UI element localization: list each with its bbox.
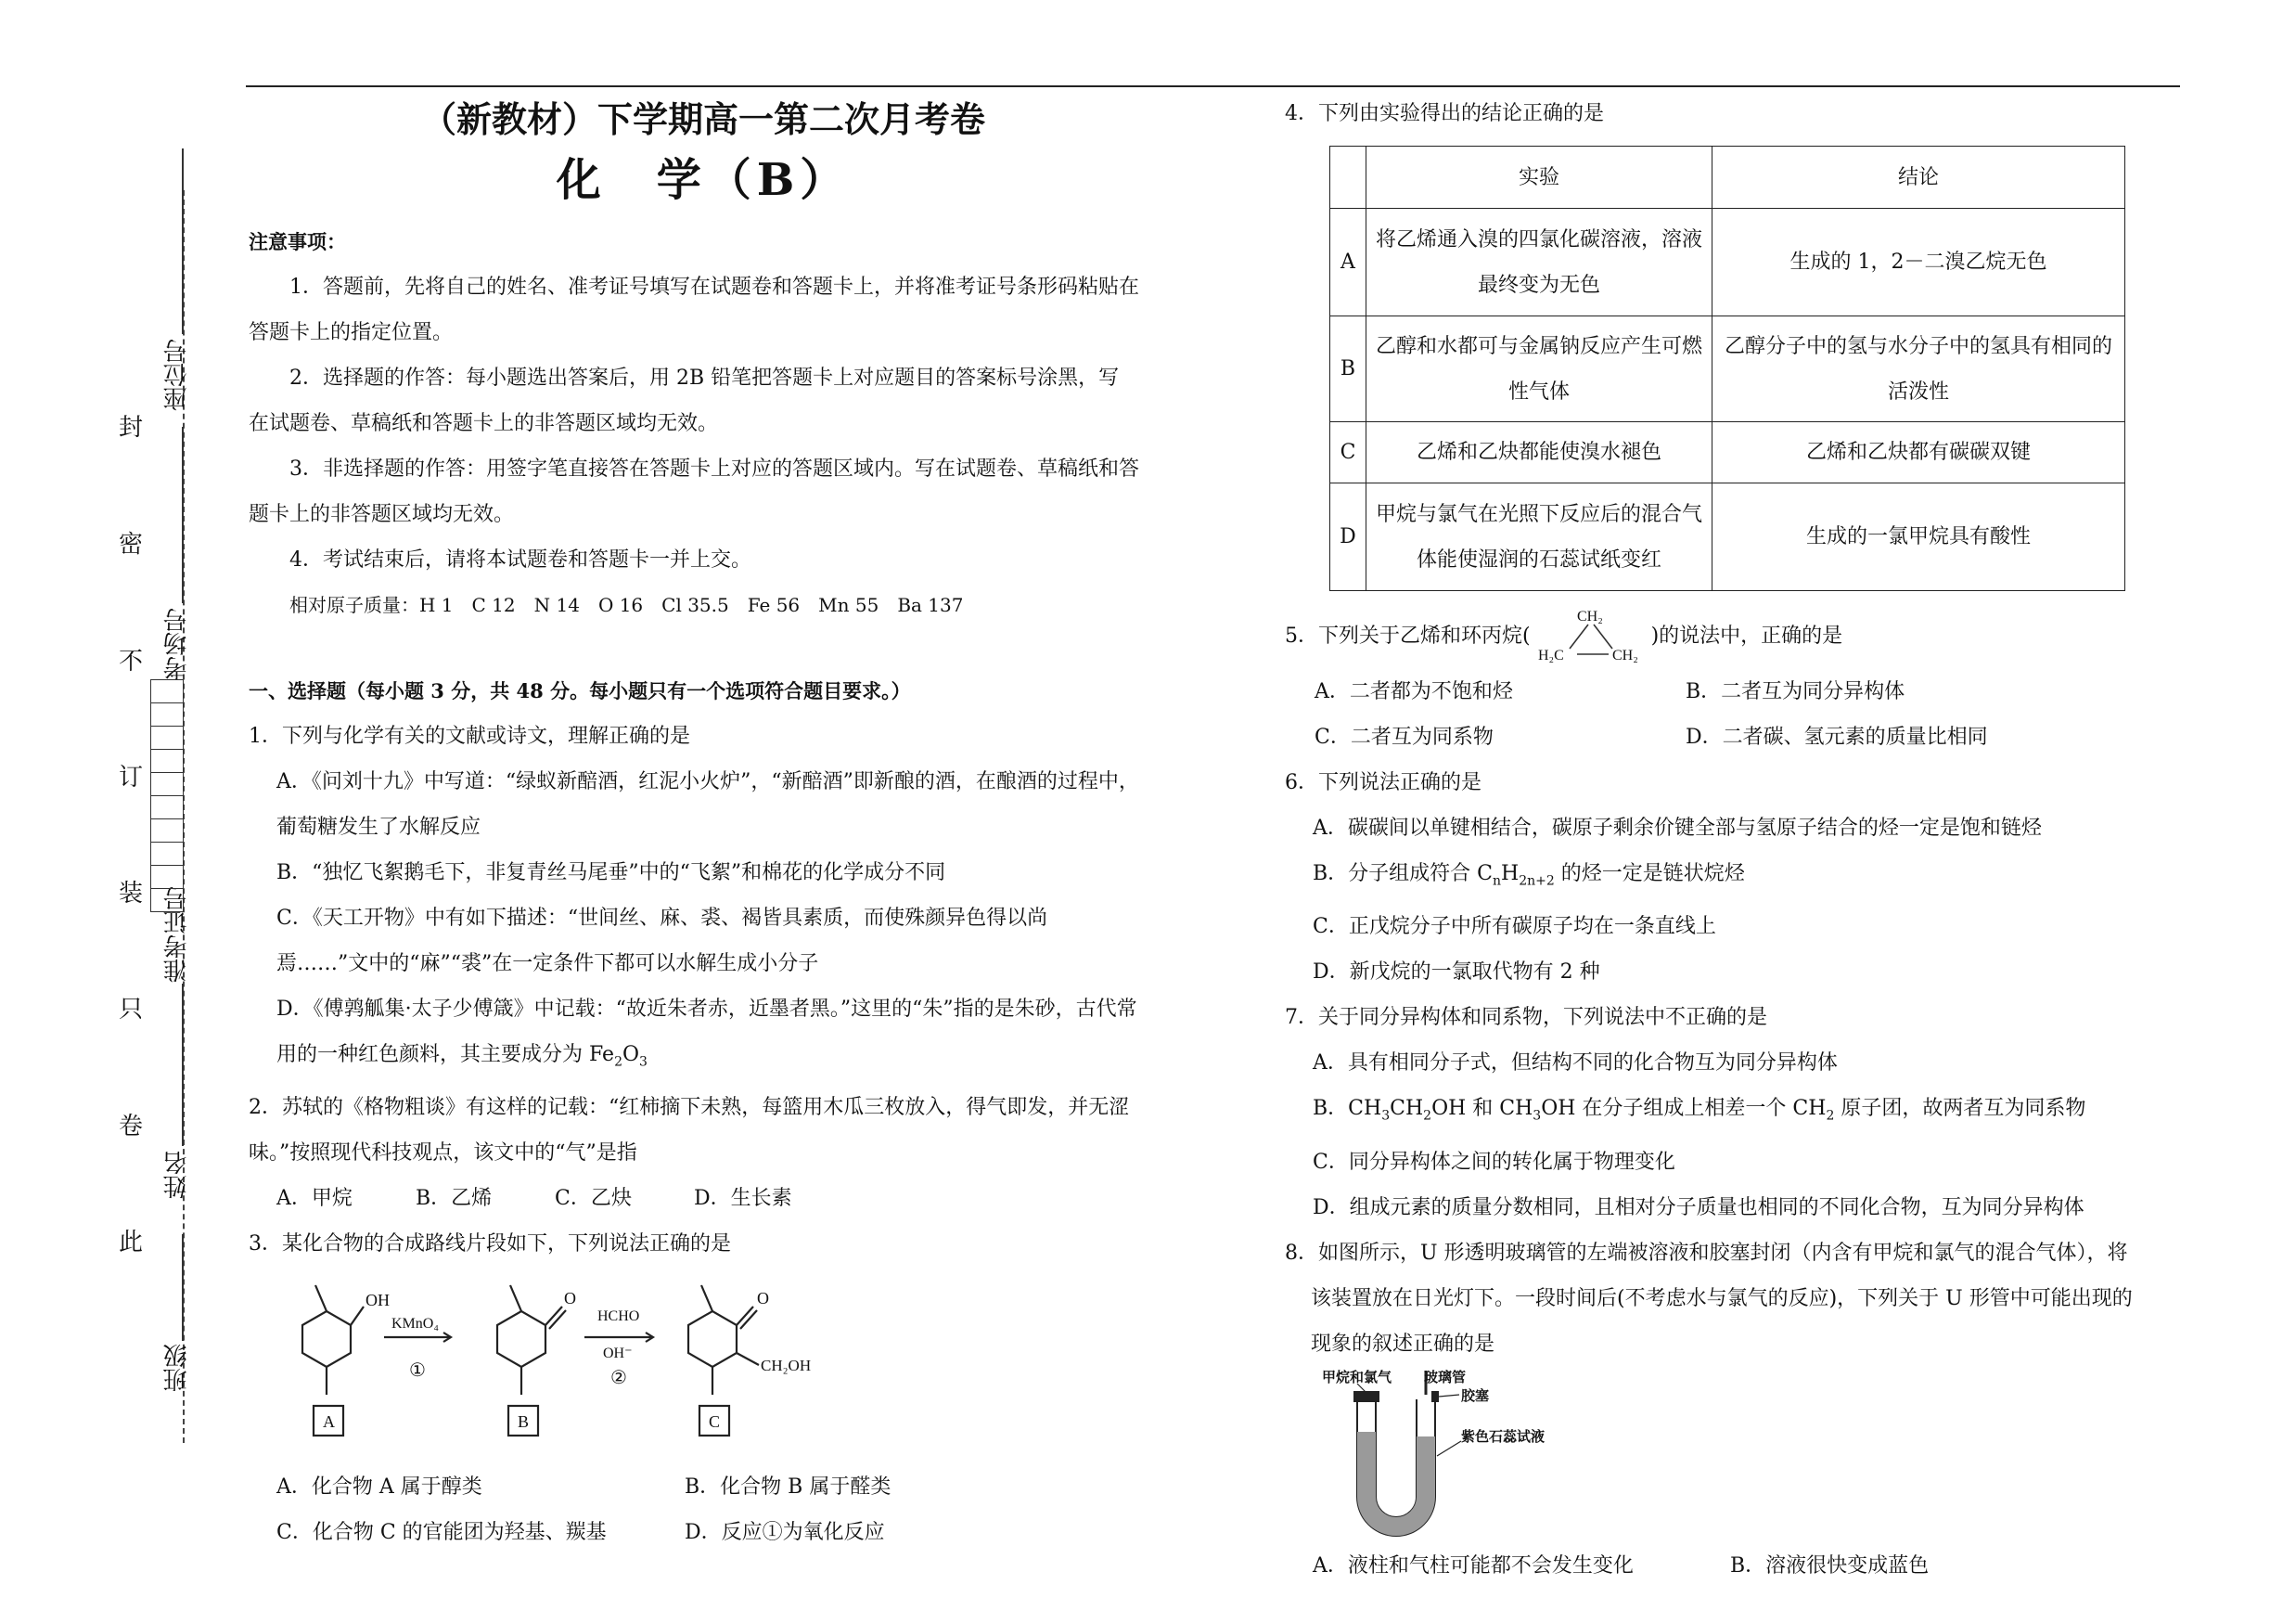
q6-stem: 6．下列说法正确的是 xyxy=(1285,771,1481,794)
reagent-kmno4: KMnO₄ xyxy=(391,1316,439,1333)
ticket-number-boxes[interactable] xyxy=(150,679,184,912)
row-conclusion: 生成的一氯甲烷具有酸性 xyxy=(1712,483,2125,591)
row-experiment: 甲烷与氯气在光照下反应后的混合气体能使湿润的石蕊试纸变红 xyxy=(1366,483,1712,591)
q6-option-b: B．分子组成符合 $C_nH_{2n+2}$ 的烃一定是链状烷烃 xyxy=(1313,862,1745,889)
seal-char: 只 xyxy=(119,996,144,1024)
q3-reaction-scheme xyxy=(275,1274,1139,1464)
q8-stem: 8．如图所示，U 形透明玻璃管的左端被溶液和胶塞封闭（内含有甲烷和氯气的混合气体），将该装置放在日光灯下。一段时间后(不考虑水与氯气的反应)，下列关于 U 形管中可能出现的现象的叙述正确的是 xyxy=(1285,1241,2133,1356)
ring-c xyxy=(688,1311,737,1367)
ticket-label: 准考证号 xyxy=(163,886,191,983)
seal-char: 不 xyxy=(119,648,144,676)
reagent-oh: OH⁻ xyxy=(603,1346,633,1362)
reagent-hcho: HCHO xyxy=(597,1308,640,1325)
q2-option: D．生长素 xyxy=(694,1187,792,1211)
q4-stem: 4．下列由实验得出的结论正确的是 xyxy=(1285,102,1604,125)
table-row xyxy=(1330,422,2125,483)
q7-option-c: C．同分异构体之间的转化属于物理变化 xyxy=(1313,1150,1675,1174)
row-experiment: 乙烯和乙炔都能使溴水褪色 xyxy=(1366,422,1712,483)
q2-option: A．甲烷 xyxy=(276,1187,353,1211)
q8-option: A．液柱和气柱可能都不会发生变化 xyxy=(1313,1553,1634,1578)
row-key: B xyxy=(1330,316,1366,422)
q7-stem: 7．关于同分异构体和同系物，下列说法中不正确的是 xyxy=(1285,1006,1767,1030)
row-key: C xyxy=(1330,422,1366,483)
seal-char: 封 xyxy=(119,414,144,442)
exam-title: （新教材）下学期高一第二次月考卷 xyxy=(420,98,985,140)
seal-char: 订 xyxy=(119,764,144,792)
compound-a-label: A xyxy=(323,1412,335,1432)
fig-gas-label: 甲烷和氯气 xyxy=(1322,1369,1392,1385)
binding-strip xyxy=(0,0,241,1623)
table-header-cell xyxy=(1330,147,1366,209)
q2-option: B．乙烯 xyxy=(416,1187,493,1211)
q6-option-c: C．正戊烷分子中所有碳原子均在一条直线上 xyxy=(1313,915,1716,939)
q2-option: C．乙炔 xyxy=(555,1187,632,1211)
row-key: A xyxy=(1330,209,1366,316)
q8-option: B．溶液很快变成蓝色 xyxy=(1730,1553,1930,1578)
row-conclusion: 乙烯和乙炔都有碳碳双键 xyxy=(1712,422,2125,483)
ring-b xyxy=(497,1311,545,1367)
notes-heading: 注意事项： xyxy=(249,230,346,253)
table-row xyxy=(1330,316,2125,422)
q5-option: A．二者都为不饱和烃 xyxy=(1315,680,1513,703)
q1-stem: 1．下列与化学有关的文献或诗文，理解正确的是 xyxy=(249,725,690,748)
struct-right: CH₂ xyxy=(1611,648,1638,663)
q3-option: B．化合物 B 属于醛类 xyxy=(685,1475,891,1500)
row-experiment: 将乙烯通入溴的四氯化碳溶液，溶液最终变为无色 xyxy=(1366,209,1712,316)
q4-table xyxy=(1329,146,2125,591)
q1-option-b: B．“独忆飞絮鹅毛下，非复青丝马尾垂”中的“飞絮”和棉花的化学成分不同 xyxy=(276,861,946,884)
row-key: D xyxy=(1330,483,1366,591)
seat-label: 座位号 xyxy=(163,339,191,411)
left-column xyxy=(249,93,1139,1555)
note-item: 1．答题前，先将自己的姓名、准考证号填写在试题卷和答题卡上，并将准考证号条形码粘贴在答题卡上的指定位置。 xyxy=(249,276,1140,344)
q5-options-row2 xyxy=(1285,715,2138,760)
table-row xyxy=(1330,209,2125,316)
q7-option-d: D．组成元素的质量分数相同，且相对分子质量也相同的不同化合物，互为同分异构体 xyxy=(1313,1195,2084,1219)
name-input-line[interactable] xyxy=(182,984,184,1146)
fig-solution-label: 紫色石蕊试液 xyxy=(1461,1428,1546,1445)
step-2: ② xyxy=(610,1368,627,1389)
q6-option-d: D．新戊烷的一氯取代物有 2 种 xyxy=(1313,960,1600,985)
q2-options xyxy=(249,1176,1139,1221)
note-item: 4．考试结束后，请将本试题卷和答题卡一并上交。 xyxy=(289,548,751,572)
seat-input-line[interactable] xyxy=(182,148,184,334)
row-experiment: 乙醇和水都可与金属钠反应产生可燃性气体 xyxy=(1366,316,1712,422)
row-conclusion: 乙醇分子中的氢与水分子中的氢具有相同的活泼性 xyxy=(1712,316,2125,422)
exam-room-input-line[interactable] xyxy=(182,427,184,603)
note-item: 3．非选择题的作答：用签字笔直接答在答题卡上对应的答题区域内。写在试题卷、草稿纸和答题卡上的非答题区域均无效。 xyxy=(249,457,1140,526)
subject-title: 化 学（B） xyxy=(556,154,851,206)
struct-left: H₂C xyxy=(1537,648,1564,663)
compound-c-label: C xyxy=(709,1412,721,1432)
right-column xyxy=(1285,91,2138,1589)
q3-options-row2 xyxy=(249,1510,1139,1555)
carbonyl-o-c: O xyxy=(757,1289,769,1308)
table-header-cell: 结论 xyxy=(1712,147,2125,209)
section-heading: 一、选择题（每小题 3 分，共 48 分。每小题只有一个选项符合题目要求。） xyxy=(249,679,911,702)
q3-options-row1 xyxy=(249,1464,1139,1510)
table-header-cell: 实验 xyxy=(1366,147,1712,209)
reaction-scheme-svg xyxy=(275,1274,868,1464)
atomic-masses: 相对原子质量：H 1 C 12 N 14 O 16 Cl 35.5 Fe 56 Mn 55 Ba 137 xyxy=(289,594,964,616)
q5-stem: 5．下列关于乙烯和环丙烷( CH₂ H₂C CH₂ )的说法中，正确的是 xyxy=(1285,604,2138,669)
class-input-line[interactable] xyxy=(182,1234,184,1341)
ring-a xyxy=(302,1311,351,1367)
q5-options-row1 xyxy=(1285,669,2138,715)
ch2oh-label: CH₂OH xyxy=(761,1357,812,1375)
exam-room-label: 考场号 xyxy=(163,608,191,680)
seal-char: 卷 xyxy=(119,1113,144,1140)
q1-option-c: C．《天工开物》中有如下描述：“世间丝、麻、裘、褐皆具素质，而使殊颜异色得以尚焉……”文中的“麻”“裘”在一定条件下都可以水解生成小分子 xyxy=(276,907,1048,975)
fig-tube-label: 玻璃管 xyxy=(1424,1369,1467,1385)
q7-option-a: A．具有相同分子式，但结构不同的化合物互为同分异构体 xyxy=(1313,1051,1838,1076)
q5-option: D．二者碳、氢元素的质量比相同 xyxy=(1686,726,1988,749)
table-row xyxy=(1330,483,2125,591)
header-rule xyxy=(246,85,2180,87)
row-conclusion: 生成的 1，2－二溴乙烷无色 xyxy=(1712,209,2125,316)
seal-char: 密 xyxy=(119,531,144,559)
q2-stem: 2．苏轼的《格物粗谈》有这样的记载：“红柿摘下未熟，每篮用木瓜三枚放入，得气即发，并无涩味。”按照现代科技观点，该文中的“气”是指 xyxy=(249,1096,1130,1166)
name-label: 姓名 xyxy=(163,1151,191,1199)
q5-option: B．二者互为同分异构体 xyxy=(1686,680,1905,703)
step-1: ① xyxy=(409,1360,426,1382)
q7-option-b: B．$CH_3CH_2OH$ 和 $CH_3OH$ 在分子组成上相差一个 $CH_2$ 原子团，故两者互为同系物 xyxy=(1313,1097,2086,1124)
u-tube-figure xyxy=(1322,1367,2138,1543)
q5-option: C．二者互为同系物 xyxy=(1315,726,1494,749)
q3-option: A．化合物 A 属于醇类 xyxy=(276,1475,482,1500)
carbonyl-o-b: O xyxy=(564,1289,576,1308)
q8-options-row1 xyxy=(1285,1543,2138,1589)
q6-option-a: A．碳碳间以单键相结合，碳原子剩余价键全部与氢原子结合的烃一定是饱和链烃 xyxy=(1313,817,2042,840)
fig-stopper-label: 胶塞 xyxy=(1461,1387,1490,1404)
q3-option: C．化合物 C 的官能团为羟基、羰基 xyxy=(276,1521,607,1545)
q1-option-a: A．《问刘十九》中写道：“绿蚁新醅酒，红泥小火炉”，“新醅酒”即新酿的酒，在酿酒的过程中，葡萄糖发生了水解反应 xyxy=(276,770,1139,839)
oh-label: OH xyxy=(366,1291,390,1310)
note-item: 2．选择题的作答：每小题选出答案后，用 2B 铅笔把答题卡上对应题目的答案标号涂黑，写在试题卷、草稿纸和答题卡上的非答题区域均无效。 xyxy=(249,367,1120,435)
class-label: 班级 xyxy=(163,1344,191,1392)
struct-top: CH₂ xyxy=(1576,609,1603,625)
cyclopropane-structure xyxy=(1531,604,1651,669)
compound-b-label: B xyxy=(518,1412,530,1432)
seal-char: 此 xyxy=(119,1229,144,1256)
table-header-row xyxy=(1330,147,2125,209)
q3-stem: 3．某化合物的合成路线片段如下，下列说法正确的是 xyxy=(249,1232,731,1256)
q1-option-d: D．《傅鹑觚集·太子少傅箴》中记载：“故近朱者赤，近墨者黑。”这里的“朱”指的是朱砂，古代常用的一种红色颜料，其主要成分为 $Fe_2O_3$ xyxy=(276,998,1137,1070)
seal-char: 装 xyxy=(119,880,144,908)
q3-option: D．反应①为氧化反应 xyxy=(685,1521,885,1545)
